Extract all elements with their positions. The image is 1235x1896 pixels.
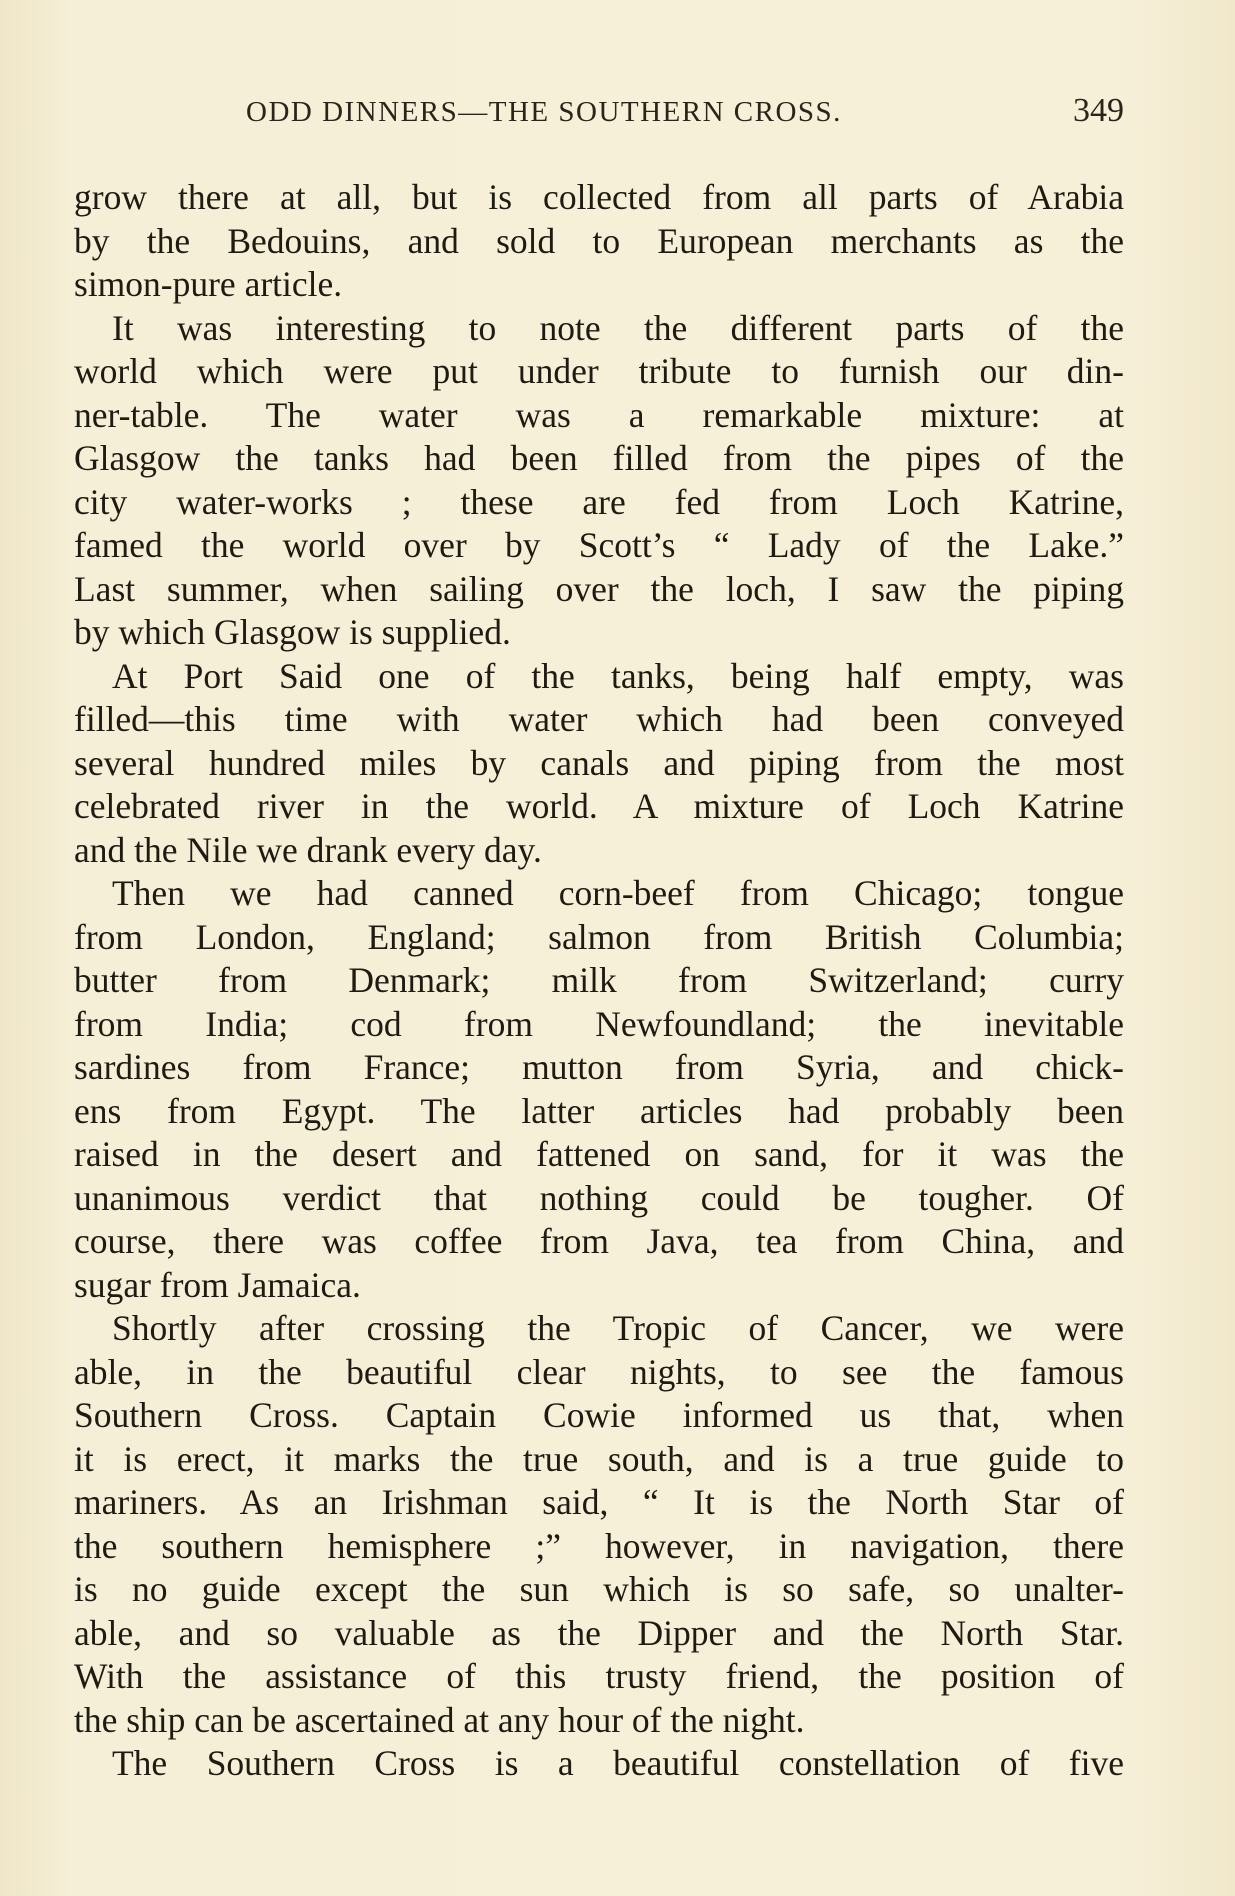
text-line: it is erect, it marks the true south, and is a true guide to xyxy=(74,1438,1124,1479)
text-line: unanimous verdict that nothing could be tougher. Of xyxy=(74,1177,1124,1218)
running-head: ODD DINNERS—THE SOUTHERN CROSS. xyxy=(246,96,842,128)
text-line: and the Nile we drank every day. xyxy=(74,829,542,870)
text-line: several hundred miles by canals and piping from the most xyxy=(74,742,1124,783)
text-line: course, there was coffee from Java, tea from China, and xyxy=(74,1221,1124,1261)
text-line: Last summer, when sailing over the loch, I saw the piping xyxy=(74,568,1124,609)
text-line: It was interesting to note the different parts of the xyxy=(112,307,1124,348)
text-line: grow there at all, but is collected from all parts of Arabia xyxy=(74,177,1124,217)
text-line: Glasgow the tanks had been filled from the pipes of the xyxy=(74,438,1124,478)
text-line: world which were put under tribute to furnish our din- xyxy=(74,351,1124,391)
text-line: by the Bedouins, and sold to European merchants as the xyxy=(74,220,1124,261)
text-line: sugar from Jamaica. xyxy=(74,1264,361,1305)
text-line: the ship can be ascertained at any hour of the night. xyxy=(74,1699,805,1740)
text-line: from London, England; salmon from British Columbia; xyxy=(74,916,1124,957)
text-line: raised in the desert and fattened on sand, for it was the xyxy=(74,1134,1124,1174)
text-line: Then we had canned corn-beef from Chicago; tongue xyxy=(112,873,1124,913)
text-line: city water-works ; these are fed from Loch Katrine, xyxy=(74,481,1124,522)
text-line: With the assistance of this trusty friend, the position of xyxy=(74,1656,1124,1696)
text-line: Southern Cross. Captain Cowie informed us that, when xyxy=(74,1395,1124,1435)
text-line: able, in the beautiful clear nights, to see the famous xyxy=(74,1351,1124,1392)
text-line: filled—this time with water which had been conveyed xyxy=(74,699,1124,739)
text-line: simon-pure article. xyxy=(74,264,343,304)
text-line: The Southern Cross is a beautiful constellation of five xyxy=(112,1743,1124,1783)
page-number: 349 xyxy=(1073,92,1124,129)
body-text xyxy=(74,176,1124,1786)
text-line: sardines from France; mutton from Syria, and chick- xyxy=(74,1047,1124,1087)
text-line: able, and so valuable as the Dipper and the North Star. xyxy=(74,1612,1124,1653)
text-line: butter from Denmark; milk from Switzerland; curry xyxy=(74,960,1124,1000)
text-line: by which Glasgow is supplied. xyxy=(74,612,511,652)
page-header xyxy=(74,92,1124,140)
text-line: famed the world over by Scott’s “ Lady of the Lake.” xyxy=(74,525,1124,565)
text-line: is no guide except the sun which is so safe, so unalter- xyxy=(74,1569,1124,1609)
text-line: ner-table. The water was a remarkable mixture: at xyxy=(74,394,1124,435)
text-line: from India; cod from Newfoundland; the inevitable xyxy=(74,1003,1124,1044)
text-line: Shortly after crossing the Tropic of Cancer, we were xyxy=(112,1308,1124,1348)
text-line: ens from Egypt. The latter articles had probably been xyxy=(74,1090,1124,1131)
text-line: celebrated river in the world. A mixture of Loch Katrine xyxy=(74,786,1124,826)
text-line: mariners. As an Irishman said, “ It is the North Star of xyxy=(74,1482,1124,1522)
text-line: the southern hemisphere ;” however, in navigation, there xyxy=(74,1525,1124,1566)
text-line: At Port Said one of the tanks, being half empty, was xyxy=(112,655,1124,696)
